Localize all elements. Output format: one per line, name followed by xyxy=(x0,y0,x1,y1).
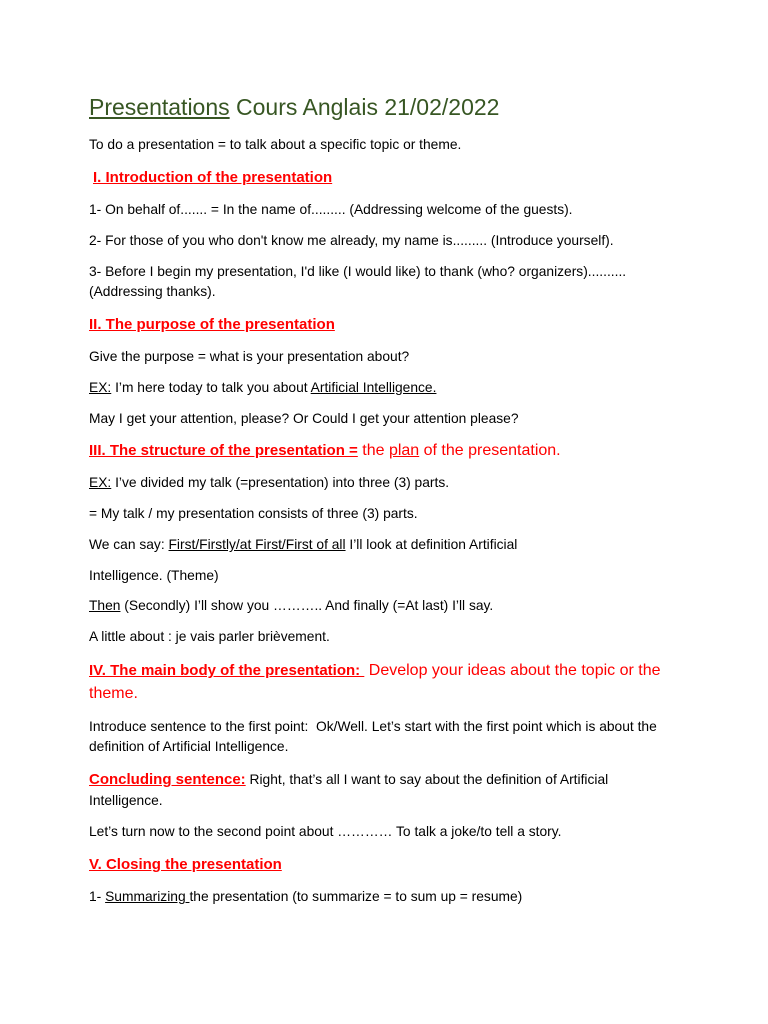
concluding-line xyxy=(89,770,608,790)
we-can-say-line xyxy=(89,536,517,554)
concluding-label: Concluding sentence: xyxy=(89,771,246,788)
title-underlined-word: Presentations xyxy=(89,94,230,120)
title-rest: Cours Anglais 21/02/2022 xyxy=(229,94,500,120)
summarizing-word: Summarizing xyxy=(105,889,190,904)
section-2-heading-text: II. The purpose of the presentation xyxy=(89,316,335,333)
purpose-line: Give the purpose = what is your presentation about? xyxy=(89,349,410,364)
consists-line: = My talk / my presentation consists of three (3) parts. xyxy=(89,506,418,521)
section-5-heading-text: V. Closing the presentation xyxy=(89,856,282,873)
section-4-heading-text: IV. The main body of the presentation: xyxy=(89,662,365,679)
section-4-heading xyxy=(89,660,661,682)
structure-example xyxy=(89,474,449,492)
summarizing-number: 1- xyxy=(89,889,106,904)
first-options: First/Firstly/at First/First of all xyxy=(168,537,346,552)
section-3-heading-plan: plan xyxy=(388,442,420,459)
turn-line: Let’s turn now to the second point about ………… To talk a joke/to tell a story. xyxy=(89,824,562,839)
example-text: I’m here today to talk you about xyxy=(111,380,311,395)
example-label: EX: xyxy=(89,475,112,490)
section-5-heading xyxy=(89,855,282,875)
section-1-heading-text: I. Introduction of the presentation xyxy=(93,169,333,186)
we-can-say-rest: I’ll look at definition Artificial xyxy=(345,537,518,552)
example-text: I’ve divided my talk (=presentation) into three (3) parts. xyxy=(111,475,450,490)
summarizing-line xyxy=(89,888,522,906)
section-3-heading xyxy=(89,441,561,461)
section-1-item: 3- Before I begin my presentation, I'd like (I would like) to thank (who? organizers).......... xyxy=(89,264,627,279)
section-3-heading-text: III. The structure of the presentation = xyxy=(89,442,358,459)
section-4-heading-continued: theme. xyxy=(89,685,138,702)
we-can-say-prefix: We can say: xyxy=(89,537,169,552)
introduce-line: Introduce sentence to the first point: Ok/Well. Let’s start with the first point which is about the xyxy=(89,719,657,734)
section-1-heading xyxy=(93,168,332,188)
purpose-example xyxy=(89,379,436,397)
document-title xyxy=(89,93,499,121)
example-label: EX: xyxy=(89,380,112,395)
then-rest: (Secondly) I’ll show you ……….. And finally (=At last) I’ll say. xyxy=(120,598,494,613)
section-4-heading-tail: Develop your ideas about the topic or the xyxy=(364,662,661,679)
introduce-continued: definition of Artificial Intelligence. xyxy=(89,739,289,754)
concluding-continued: Intelligence. xyxy=(89,793,163,808)
section-2-heading xyxy=(89,315,335,335)
section-1-item: 1- On behalf of....... = In the name of......... (Addressing welcome of the guests). xyxy=(89,202,573,217)
section-1-item: 2- For those of you who don't know me already, my name is......... (Introduce yourself). xyxy=(89,233,614,248)
intro-line: To do a presentation = to talk about a specific topic or theme. xyxy=(89,137,462,152)
little-about-line: A little about : je vais parler brièvement. xyxy=(89,629,330,644)
example-topic: Artificial Intelligence. xyxy=(310,380,437,395)
we-can-say-continued: Intelligence. (Theme) xyxy=(89,568,219,583)
section-3-heading-tail: of the presentation. xyxy=(419,442,561,459)
summarizing-rest: the presentation (to summarize = to sum up = resume) xyxy=(189,889,523,904)
section-1-item-continued: (Addressing thanks). xyxy=(89,284,216,299)
attention-line: May I get your attention, please? Or Could I get your attention please? xyxy=(89,411,519,426)
then-line xyxy=(89,597,493,615)
then-word: Then xyxy=(89,598,121,613)
concluding-text: Right, that’s all I want to say about the definition of Artificial xyxy=(245,772,609,787)
section-3-heading-the: the xyxy=(357,442,389,459)
